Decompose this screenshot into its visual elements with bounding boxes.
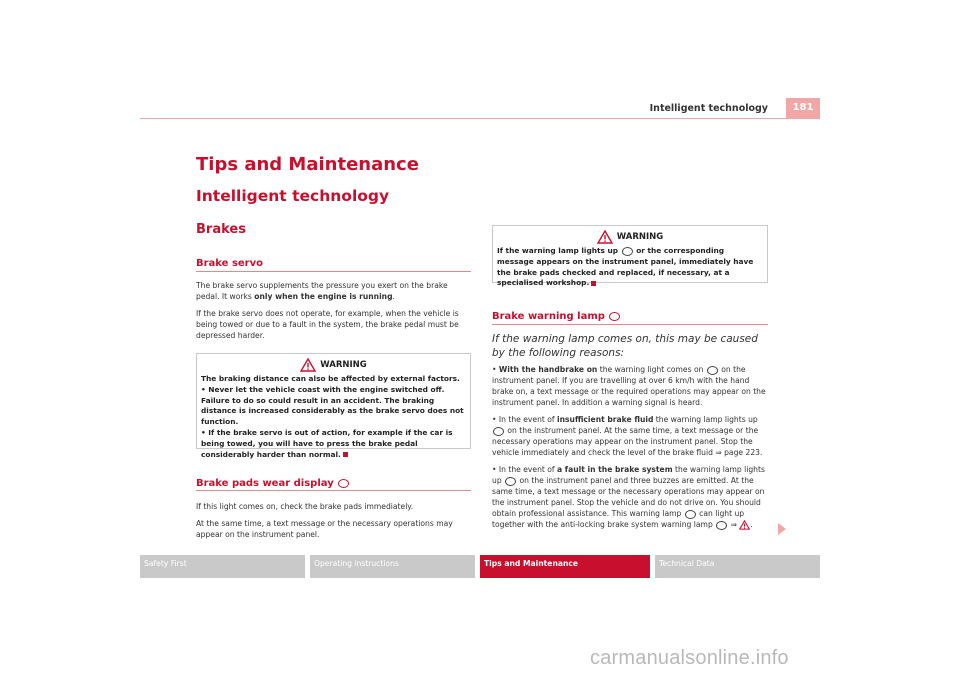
pads-p2: At the same time, a text message or the necessary operations may appear on the instrument panel. <box>196 519 453 539</box>
pads-warning-text-1: If the warning lamp lights up <box>497 246 621 255</box>
brake-lamp-subtitle: If the warning lamp comes on, this may be caused by the following reasons: <box>492 333 758 359</box>
servo-warning-intro: The braking distance can also be affected by external factors. <box>201 374 460 383</box>
brake-lamp-text <box>492 364 768 536</box>
end-mark-icon <box>591 281 596 286</box>
brake-pads-heading <box>196 478 350 489</box>
abs-lamp-icon <box>716 521 727 530</box>
lamp-b3-mid: the warning lamp lights up <box>492 465 765 485</box>
lamp-bullet-3: • In the event of a fault in the brake system the warning lamp lights up on the instrument panel and three buzzes are emitted. At the same time, a text message or the necessary operations may appear on the instrument panel. Stop the vehicle and do not drive on. You should obtain professional assistance. This warning lamp can light up together with the anti-locking brake system warning lamp ⇒ . <box>492 465 765 529</box>
servo-p2: If the brake servo does not operate, for example, when the vehicle is being towed or due to a fault in the system, the brake pedal must be depressed harder. <box>196 309 459 340</box>
lamp-b3-bold: a fault in the brake system <box>557 465 673 474</box>
section-title: Intelligent technology <box>196 187 390 205</box>
lamp-b2-mid: the warning lamp lights up <box>653 415 758 424</box>
pads-warning-text-2: or the corresponding message appears on the instrument panel, immediately have the brake pads checked and replaced, if necessary, at a specialised workshop. <box>497 246 754 288</box>
servo-p1-end: . <box>392 292 395 301</box>
lamp-b2-bold: insufficient brake fluid <box>557 415 654 424</box>
chapter-title: Tips and Maintenance <box>196 154 419 175</box>
brake-lamp-icon <box>685 510 696 519</box>
lamp-b3-text: In the event of <box>498 465 558 474</box>
lamp-b3-text-3: can light up together with the anti-locking brake system warning lamp <box>492 509 745 529</box>
lamp-b2-text-2: on the instrument panel. At the same time, a text message or the necessary operations may appear on the instrument panel. Stop the vehicle immediately and check the level of the brake fluid ⇒ page 223. <box>492 426 763 457</box>
lamp-b2-text: In the event of <box>498 415 558 424</box>
brake-pads-text <box>196 501 471 546</box>
pads-p1: If this light comes on, check the brake pads immediately. <box>196 502 414 511</box>
footer-tab-operating-instructions[interactable]: Operating instructions <box>310 555 475 578</box>
lamp-b1-text-2: on the instrument panel. If you are travelling at over 6 km/h with the hand brake on, a text message or the required operations may appear on the instrument panel. In addition a warning signal is heard. <box>492 365 766 407</box>
brake-pads-rule <box>196 490 471 491</box>
servo-warning-box <box>196 353 471 459</box>
brake-servo-text <box>196 280 471 347</box>
warning-triangle-icon <box>597 230 613 244</box>
brake-pad-lamp-icon <box>622 247 633 256</box>
header-rule <box>140 118 820 119</box>
watermark: carmanualsonline.info <box>590 647 789 669</box>
page-number: 181 <box>786 98 820 118</box>
brake-lamp-icon <box>609 312 620 321</box>
warning-triangle-icon <box>300 358 316 372</box>
lamp-b3-end: . <box>750 520 753 529</box>
brake-pad-lamp-icon <box>338 479 349 488</box>
lamp-b1-bold: With the handbrake on <box>498 365 598 374</box>
brake-pads-heading-text: Brake pads wear display <box>196 478 334 489</box>
running-header: Intelligent technology <box>649 103 768 114</box>
brake-lamp-heading-text: Brake warning lamp <box>492 311 605 322</box>
subsection-title: Brakes <box>196 222 246 237</box>
pads-warning-label: WARNING <box>616 232 664 242</box>
warning-triangle-icon <box>739 520 753 530</box>
servo-p1-bold: only when the engine is running <box>254 292 393 301</box>
end-mark-icon <box>343 452 348 457</box>
footer-tab-tips-maintenance[interactable]: Tips and Maintenance <box>480 555 650 578</box>
footer-tab-technical-data[interactable]: Technical Data <box>655 555 820 578</box>
next-page-arrow-icon[interactable] <box>778 523 786 535</box>
servo-warning-bullet-2: • If the brake servo is out of action, for example if the car is being towed, you will have to press the brake pedal considerably harder than normal. <box>201 427 453 459</box>
lamp-b3-arrow: ⇒ <box>728 520 740 529</box>
bullet-text: If the brake servo is out of action, for example if the car is being towed, you will have to press the brake pedal considerably harder than normal. <box>201 427 453 459</box>
servo-warning-bullet-1: • Never let the vehicle coast with the engine switched off. Failure to do so could result in an accident. The braking distance is increased considerably as the brake servo does not function. <box>201 384 464 427</box>
brake-lamp-rule <box>492 324 768 325</box>
brake-lamp-heading <box>492 311 621 322</box>
lamp-b3-text-2: on the instrument panel and three buzzes are emitted. At the same time, a text message or the necessary operations may appear on the instrument panel. Stop the vehicle and do not drive on. You should obtain professional assistance. This warning lamp <box>492 476 765 518</box>
pads-warning-box <box>492 225 768 288</box>
servo-p1-text: The brake servo supplements the pressure you exert on the brake pedal. It works <box>196 281 448 301</box>
brake-servo-heading: Brake servo <box>196 258 264 269</box>
lamp-bullet-2: • In the event of insufficient brake fluid the warning lamp lights up on the instrument panel. At the same time, a text message or the necessary operations may appear on the instrument panel. Stop the vehicle immediately and check the level of the brake fluid ⇒ page 223. <box>492 415 763 457</box>
brake-lamp-icon <box>493 427 504 436</box>
brake-lamp-icon <box>505 477 516 486</box>
lamp-bullet-1: • With the handbrake on the warning light comes on on the instrument panel. If you are travelling at over 6 km/h with the hand brake on, a text message or the required operations may appear on the instrument panel. In addition a warning signal is heard. <box>492 365 766 407</box>
brake-lamp-icon <box>707 366 718 375</box>
servo-warning-label: WARNING <box>320 360 367 370</box>
bullet-text: Never let the vehicle coast with the engine switched off. Failure to do so could result in an accident. The braking distance is increased considerably as the brake servo does not function. <box>201 384 464 427</box>
footer-tab-safety-first[interactable]: Safety First <box>140 555 305 578</box>
lamp-b1-text: the warning light comes on <box>597 365 706 374</box>
brake-servo-rule <box>196 271 471 272</box>
